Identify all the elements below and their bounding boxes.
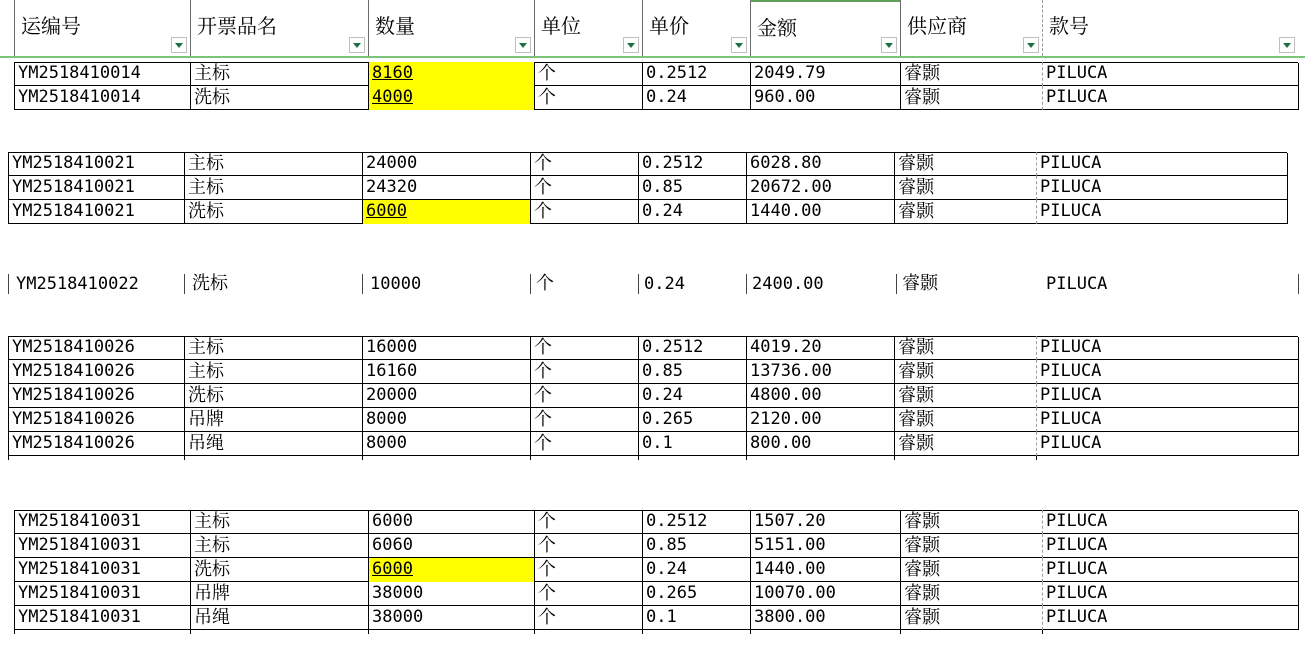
quantity-cell[interactable]: 38000 [368,582,534,606]
shipment-no-cell[interactable]: YM2518410022 [16,274,139,294]
table-row [8,360,1298,384]
quantity-cell[interactable]: 8000 [362,432,530,456]
table-row [14,582,1298,606]
supplier-cell[interactable]: 睿颢 [902,273,938,294]
cell-divider [896,274,897,294]
filter-dropdown-icon[interactable] [515,37,531,53]
amount-cell[interactable]: 3800.00 [750,606,900,630]
style-no-cell[interactable]: PILUCA [1042,86,1298,110]
cell-divider [530,274,531,294]
cell-divider [746,274,747,294]
row-end-border [1298,63,1302,87]
unit-price-cell[interactable]: 0.24 [638,384,746,408]
amount-cell[interactable]: 960.00 [750,86,900,110]
supplier-cell[interactable]: 睿颢 [900,606,1042,630]
filter-dropdown-icon[interactable] [881,37,897,53]
style-no-cell[interactable]: PILUCA [1042,582,1298,606]
unit-cell[interactable]: 个 [534,534,642,558]
style-no-cell[interactable]: PILUCA [1042,558,1298,582]
header-unit-price[interactable]: 单价 [642,0,750,56]
clipped-row-edge [746,456,747,460]
supplier-cell[interactable]: 睿颢 [894,360,1036,384]
row-end-border [1298,534,1302,558]
amount-cell[interactable]: 1507.20 [750,510,900,534]
unit-cell[interactable]: 个 [530,432,638,456]
header-product-name[interactable]: 开票品名 [190,0,368,56]
header-amount[interactable]: 金额 [750,0,900,56]
quantity-cell[interactable]: 8160 [368,62,534,86]
shipment-no-cell[interactable]: YM2518410026 [8,384,184,408]
row-end-border [1287,200,1291,224]
header-unit[interactable]: 单位 [534,0,642,56]
quantity-cell[interactable]: 6000 [362,200,530,224]
unit-cell[interactable]: 个 [530,384,638,408]
style-no-cell[interactable]: PILUCA [1046,274,1108,294]
amount-cell[interactable]: 2400.00 [752,274,824,294]
cell-divider [1298,274,1299,294]
product-name-cell[interactable]: 主标 [190,510,368,534]
unit-price-cell[interactable]: 0.24 [638,200,746,224]
product-name-cell[interactable]: 洗标 [190,86,368,110]
shipment-no-cell[interactable]: YM2518410031 [14,534,190,558]
quantity-cell[interactable]: 24000 [362,152,530,176]
clipped-row-edge [1036,456,1037,460]
shipment-no-cell[interactable]: YM2518410031 [14,558,190,582]
unit-cell[interactable]: 个 [530,176,638,200]
amount-cell[interactable]: 6028.80 [746,152,894,176]
unit-price-cell[interactable]: 0.2512 [638,152,746,176]
clipped-row-edge [190,630,191,634]
product-name-cell[interactable]: 吊牌 [184,408,362,432]
quantity-cell[interactable]: 6060 [368,534,534,558]
style-no-cell[interactable]: PILUCA [1036,360,1298,384]
product-name-cell[interactable]: 主标 [184,336,362,360]
style-no-cell[interactable]: PILUCA [1042,534,1298,558]
unit-cell[interactable]: 个 [534,510,642,534]
quantity-cell[interactable]: 24320 [362,176,530,200]
supplier-cell[interactable]: 睿颢 [894,384,1036,408]
unit-cell[interactable]: 个 [534,558,642,582]
quantity-cell[interactable]: 38000 [368,606,534,630]
header-supplier[interactable]: 供应商 [900,0,1042,56]
style-no-cell[interactable]: PILUCA [1036,408,1298,432]
product-name-cell[interactable]: 吊绳 [184,432,362,456]
unit-price-cell[interactable]: 0.24 [642,558,750,582]
shipment-no-cell[interactable]: YM2518410014 [14,86,190,110]
amount-cell[interactable]: 5151.00 [750,534,900,558]
table-row [8,408,1298,432]
amount-cell[interactable]: 2049.79 [750,62,900,86]
table-row [14,606,1298,630]
unit-price-cell[interactable]: 0.24 [644,274,685,294]
unit-price-cell[interactable]: 0.2512 [642,510,750,534]
row-end-border [1298,511,1302,535]
clipped-row-edge [14,630,15,634]
style-no-cell[interactable]: PILUCA [1036,432,1298,456]
unit-cell[interactable]: 个 [530,200,638,224]
table-row [14,510,1298,534]
style-no-cell[interactable]: PILUCA [1042,510,1298,534]
shipment-no-cell[interactable]: YM2518410026 [8,336,184,360]
product-name-cell[interactable]: 吊绳 [190,606,368,630]
unit-price-cell[interactable]: 0.85 [638,176,746,200]
table-row [8,432,1298,456]
quantity-cell[interactable]: 6000 [368,558,534,582]
table-row [8,200,1287,224]
quantity-cell[interactable]: 4000 [368,86,534,110]
table-row [14,86,1298,110]
product-name-cell[interactable]: 主标 [184,360,362,384]
style-no-cell[interactable]: PILUCA [1036,336,1298,360]
unit-price-cell[interactable]: 0.1 [642,606,750,630]
style-no-cell[interactable]: PILUCA [1036,176,1287,200]
style-no-cell[interactable]: PILUCA [1036,152,1287,176]
quantity-cell[interactable]: 6000 [368,510,534,534]
shipment-no-cell[interactable]: YM2518410031 [14,606,190,630]
row-end-border [1298,86,1302,110]
table-row [14,558,1298,582]
shipment-no-cell[interactable]: YM2518410021 [8,176,184,200]
shipment-no-cell[interactable]: YM2518410026 [8,360,184,384]
table-row [8,336,1298,360]
table-row [14,62,1298,86]
clipped-row-edge [530,456,531,460]
supplier-cell[interactable]: 睿颢 [894,408,1036,432]
row-end-border [1287,153,1291,177]
filter-dropdown-icon[interactable] [349,37,365,53]
row-end-border [1298,408,1302,432]
clipped-row-edge [894,456,895,460]
table-row [8,176,1287,200]
product-name-cell[interactable]: 洗标 [190,558,368,582]
table-row [14,534,1298,558]
supplier-cell[interactable]: 睿颢 [900,86,1042,110]
product-name-cell[interactable]: 洗标 [192,273,228,294]
filter-dropdown-icon[interactable] [623,37,639,53]
amount-cell[interactable]: 800.00 [746,432,894,456]
table-row [8,152,1287,176]
supplier-cell[interactable]: 睿颢 [894,176,1036,200]
cell-divider [184,274,185,294]
header-row [0,0,1305,58]
amount-cell[interactable]: 1440.00 [750,558,900,582]
supplier-cell[interactable]: 睿颢 [900,558,1042,582]
unit-cell[interactable]: 个 [534,582,642,606]
product-name-cell[interactable]: 主标 [184,176,362,200]
shipment-no-cell[interactable]: YM2518410021 [8,152,184,176]
filter-dropdown-icon[interactable] [731,37,747,53]
quantity-cell[interactable]: 8000 [362,408,530,432]
filter-dropdown-icon[interactable] [1279,37,1295,53]
quantity-cell[interactable]: 10000 [370,274,422,294]
product-name-cell[interactable]: 主标 [190,62,368,86]
quantity-cell[interactable]: 20000 [362,384,530,408]
cell-divider [362,274,363,294]
amount-cell[interactable]: 1440.00 [746,200,894,224]
clipped-row-edge [534,630,535,634]
unit-cell[interactable]: 个 [530,408,638,432]
shipment-no-cell[interactable]: YM2518410026 [8,408,184,432]
filter-dropdown-icon[interactable] [171,37,187,53]
style-no-cell[interactable]: PILUCA [1042,62,1298,86]
supplier-cell[interactable]: 睿颢 [900,62,1042,86]
shipment-no-cell[interactable]: YM2518410021 [8,200,184,224]
unit-cell[interactable]: 个 [530,336,638,360]
style-no-cell[interactable]: PILUCA [1036,200,1287,224]
unit-cell[interactable]: 个 [534,62,642,86]
shipment-no-cell[interactable]: YM2518410014 [14,62,190,86]
quantity-cell[interactable]: 16000 [362,336,530,360]
unit-price-cell[interactable]: 0.85 [638,360,746,384]
cell-divider [638,274,639,294]
supplier-cell[interactable]: 睿颢 [900,582,1042,606]
clipped-row-edge [362,456,363,460]
filter-dropdown-icon[interactable] [1023,37,1039,53]
amount-cell[interactable]: 13736.00 [746,360,894,384]
header-yunbianhao[interactable]: 运编号 [14,0,190,56]
quantity-cell[interactable]: 16160 [362,360,530,384]
unit-price-cell[interactable]: 0.2512 [638,336,746,360]
supplier-cell[interactable]: 睿颢 [894,152,1036,176]
row-end-border [1298,337,1302,361]
clipped-row-edge [638,456,639,460]
unit-price-cell[interactable]: 0.85 [642,534,750,558]
style-no-cell[interactable]: PILUCA [1042,606,1298,630]
row-end-border [1298,384,1302,408]
row-end-border [1298,360,1302,384]
unit-price-cell[interactable]: 0.1 [638,432,746,456]
supplier-cell[interactable]: 睿颢 [894,200,1036,224]
supplier-cell[interactable]: 睿颢 [900,510,1042,534]
product-name-cell[interactable]: 主标 [184,152,362,176]
product-name-cell[interactable]: 洗标 [184,384,362,408]
clipped-row-edge [642,630,643,634]
unit-cell[interactable]: 个 [534,86,642,110]
unit-price-cell[interactable]: 0.265 [642,582,750,606]
row-end-border [1298,432,1302,456]
clipped-row-edge [900,630,901,634]
header-quantity[interactable]: 数量 [368,0,534,56]
product-name-cell[interactable]: 洗标 [184,200,362,224]
cell-divider [8,274,9,294]
header-style-no[interactable]: 款号 [1042,0,1298,56]
row-end-border [1298,582,1302,606]
amount-cell[interactable]: 20672.00 [746,176,894,200]
table-row [8,384,1298,408]
unit-cell[interactable]: 个 [536,273,554,294]
supplier-cell[interactable]: 睿颢 [894,336,1036,360]
clipped-row-edge [750,630,751,634]
supplier-cell[interactable]: 睿颢 [894,432,1036,456]
unit-cell[interactable]: 个 [530,360,638,384]
row-end-border [1298,606,1302,630]
row-end-border [1287,176,1291,200]
product-name-cell[interactable]: 吊牌 [190,582,368,606]
unit-price-cell[interactable]: 0.265 [638,408,746,432]
clipped-row-edge [184,456,185,460]
amount-cell[interactable]: 4800.00 [746,384,894,408]
amount-cell[interactable]: 4019.20 [746,336,894,360]
clipped-row-edge [1042,630,1043,634]
unit-price-cell[interactable]: 0.2512 [642,62,750,86]
clipped-row-edge [8,456,9,460]
product-name-cell[interactable]: 主标 [190,534,368,558]
unit-cell[interactable]: 个 [534,606,642,630]
shipment-no-cell[interactable]: YM2518410031 [14,510,190,534]
supplier-cell[interactable]: 睿颢 [900,534,1042,558]
amount-cell[interactable]: 2120.00 [746,408,894,432]
amount-cell[interactable]: 10070.00 [750,582,900,606]
unit-cell[interactable]: 个 [530,152,638,176]
style-no-cell[interactable]: PILUCA [1036,384,1298,408]
clipped-row-edge [368,630,369,634]
shipment-no-cell[interactable]: YM2518410026 [8,432,184,456]
unit-price-cell[interactable]: 0.24 [642,86,750,110]
shipment-no-cell[interactable]: YM2518410031 [14,582,190,606]
row-end-border [1298,558,1302,582]
